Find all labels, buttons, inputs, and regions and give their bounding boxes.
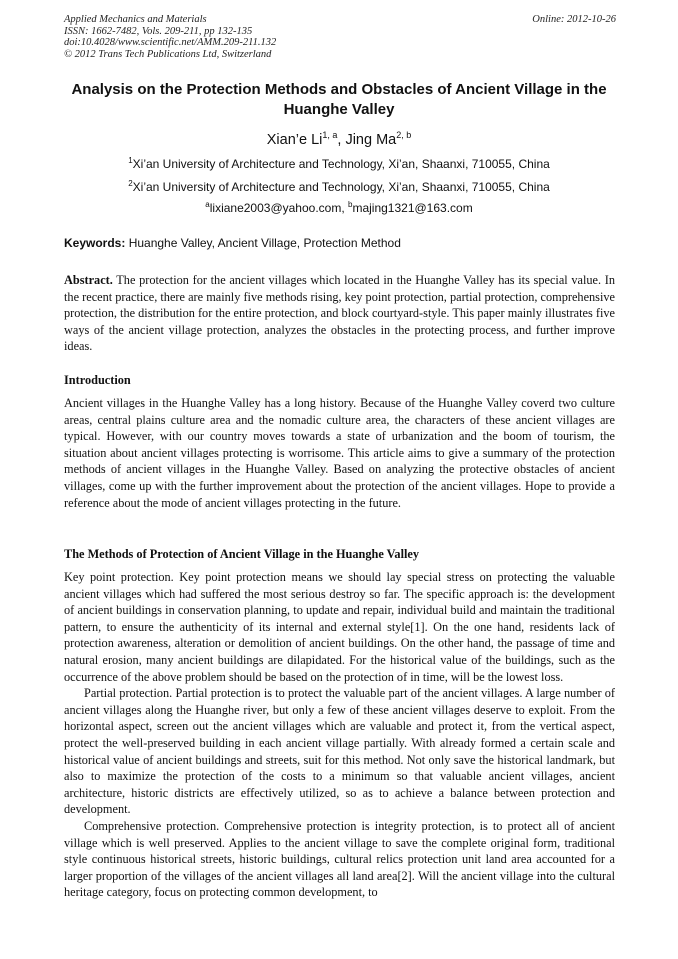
affiliation-1-text: Xi’an University of Architecture and Technology, Xi’an, Shaanxi, 710055, China bbox=[132, 157, 550, 171]
introduction-heading: Introduction bbox=[64, 373, 131, 387]
author-separator: , bbox=[337, 132, 346, 148]
affiliation-1-sup: 1 bbox=[128, 156, 133, 165]
affiliation-2-text: Xi’an University of Architecture and Technology, Xi’an, Shaanxi, 710055, China bbox=[132, 180, 550, 194]
methods-heading: The Methods of Protection of Ancient Village in the Huanghe Valley bbox=[64, 547, 420, 561]
key-point-protection-paragraph: Key point protection. Key point protection means we should lay special stress on protecting the valuable ancient villages which had suffered the most serious destroy so far. The specific approach is: the development of ancient buildings in conservation planning, to update and repair, individual build and maintain the traditional pattern, to ensure the authenticity of its internal and external style[1]. On the one hand, residents lack of protection awareness, alteration or demolition of ancient buildings. On the other hand, the passage of time and natural erosion, many ancient buildings are dilapidated. For the historical value of the buildings, such as the occurrence of the above problem should be based on the protection of in time, will be the lowest loss. bbox=[64, 570, 615, 684]
issn-line: ISSN: 1662-7482, Vols. 209-211, pp 132-135 bbox=[64, 25, 253, 37]
affiliation-1 bbox=[40, 157, 638, 172]
email-line bbox=[40, 201, 638, 216]
keywords bbox=[64, 236, 616, 251]
author-2-sup: 2, b bbox=[396, 130, 412, 140]
author-line bbox=[40, 131, 638, 149]
affiliation-2 bbox=[40, 180, 638, 195]
introduction-paragraph bbox=[64, 395, 615, 511]
journal-header bbox=[64, 14, 616, 60]
introduction-text: Ancient villages in the Huanghe Valley has a long history. Because of the Huanghe Valley coverd two culture areas, central plains culture area and the nomadic culture area, the characters of these ancient villages are typical. However, with our country moves towards a state of urbanization and the boom of tourism, the situation about ancient villages protecting is worrisome. This article aims to give a summary of the protection methods of ancient villages in the Huanghe Valley. Based on analyzing the protective obstacles of ancient villages, come up with the further improvement about the protection of the ancient villages. Hope to provide a reference about the mode of ancient villages protecting in the future. bbox=[64, 396, 615, 510]
online-date: Online: 2012-10-26 bbox=[532, 14, 616, 25]
author-2-name: Jing Ma bbox=[345, 132, 397, 148]
author-1-sup: 1, a bbox=[322, 130, 338, 140]
abstract-text: The protection for the ancient villages which located in the Huanghe Valley has its special value. In the recent practice, there are mainly five methods rising, key point protection, partial protection, comprehensive protection, the distribution for the entire protection, and block courtyard-style. This paper mainly illustrates five ways of the ancient village protection, analyzes the obstacles in the protecting process, and further improve ideas. bbox=[64, 273, 615, 354]
email-a-sup: a bbox=[205, 200, 210, 209]
keywords-text: Huanghe Valley, Ancient Village, Protection Method bbox=[125, 236, 401, 250]
copyright-line: © 2012 Trans Tech Publications Ltd, Switzerland bbox=[64, 48, 272, 60]
keywords-label: Keywords: bbox=[64, 236, 126, 250]
email-a[interactable]: lixiane2003@yahoo.com, bbox=[209, 201, 348, 215]
partial-protection-paragraph: Partial protection. Partial protection is to protect the valuable part of the ancient villages. A large number of ancient villages along the Huanghe river, but only a few of these ancient villages deserve to exploit. From the horizontal aspect, screen out the ancient villages which are valuable and protect it, from the vertical aspect, protect the well-preserved building in each ancient village partially. With already formed a certain scale and historical value of ancient buildings and streets, suit for this method. Not only save the historical landmark, but also to maximize the protection of the costs to a minimum so that valuable ancient villages, ancient architecture, historic districts are effectively utilized, so as to achieve a balance between protection and development. bbox=[64, 686, 615, 817]
email-b[interactable]: majing1321@163.com bbox=[352, 201, 473, 215]
methods-section bbox=[64, 569, 615, 901]
paper-title: Analysis on the Protection Methods and Obstacles of Ancient Village in the Huanghe Valley bbox=[71, 81, 607, 118]
affiliation-2-sup: 2 bbox=[128, 179, 133, 188]
comprehensive-protection-paragraph: Comprehensive protection. Comprehensive protection is integrity protection, is to protect all of ancient village which is well preserved. Applies to the ancient village to save the complete original form, traditional style continuous historical streets, historic buildings, cultural relics protection unit land area accounted for a larger proportion of the villages of the ancient villages all land area[2]. Will the ancient village into the cultural heritage category, focus on protecting common development, to bbox=[64, 818, 615, 900]
abstract-label: Abstract. bbox=[64, 273, 113, 287]
author-1-name: Xian’e Li bbox=[266, 132, 323, 148]
abstract bbox=[64, 272, 615, 355]
doi-line[interactable]: doi:10.4028/www.scientific.net/AMM.209-211.132 bbox=[64, 37, 277, 49]
email-b-sup: b bbox=[348, 200, 353, 209]
journal-name: Applied Mechanics and Materials bbox=[64, 14, 207, 25]
